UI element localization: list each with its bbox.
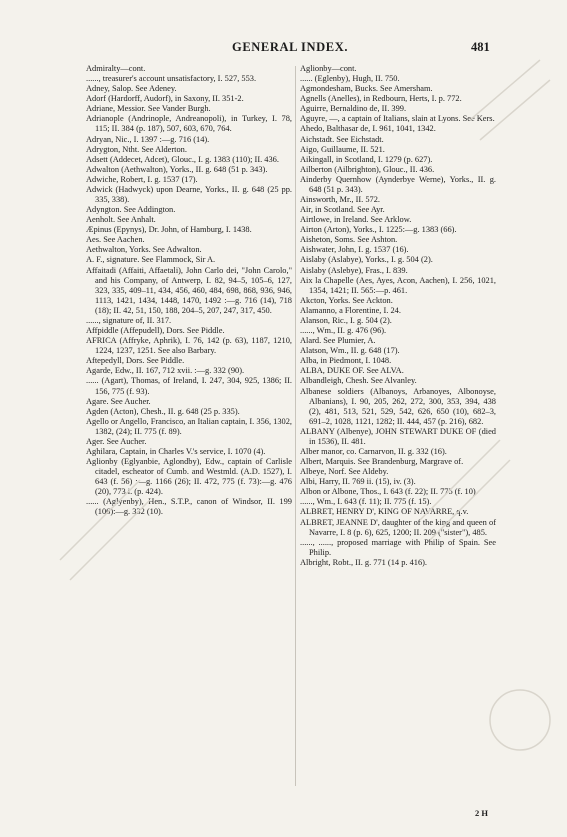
index-entry: Aishwater, John, I. g. 1537 (16). [300,245,409,255]
index-entry: Ahedo, Balthasar de, I. 961, 1041, 1342. [300,124,436,134]
index-entry: Adyngton. See Addington. [86,205,176,215]
index-entry: Agare. See Aucher. [86,396,151,406]
index-entry: Aigo, Guillaume, II. 521. [300,144,385,154]
index-entry: Affaitadi (Affaiti, Affaetali), John Carlo dei, "John Carolo," and his Company, of Antwerp, I. 82, 94–5, 105–6, 127, 323, 335, 409–11, 434, 456, 460, 484, 698, 868, 936, 946, 1113, 1421, 1434, 1448, 1470, 1492 :—g. 716 (14), 718 (18); II. 42, 51, 150, 188, 204–5, 207, 247, 317, 450. [86,265,292,315]
index-entry: Alamanno, a Florentine, I. 24. [300,305,401,315]
index-entry: Adwiche, Robert, I. g. 1537 (17). [86,174,198,184]
index-entry: Airtlowe, in Ireland. See Arklow. [300,215,412,225]
running-head [0,40,567,60]
index-entry: Aichstadt. See Eichstadt. [300,134,384,144]
index-entry: Airton (Arton), Yorks., I. 1225:—g. 1383 (66). [300,225,457,235]
index-entry: Adsett (Addecet, Adcet), Glouc., I. g. 1383 (110); II. 436. [86,154,279,164]
printer-signature-mark: 2 H [475,808,488,818]
index-entry: Aethwalton, Yorks. See Adwalton. [86,245,202,255]
index-entry: Akcton, Yorks. See Ackton. [300,295,393,305]
index-entry: Agmondesham, Bucks. See Amersham. [300,84,433,94]
index-entry: Aikingall, in Scotland, I. 1279 (p. 627). [300,154,433,164]
index-entry: Alber manor, co. Carnarvon, II. g. 332 (16). [300,446,447,456]
index-entry: Ainderby Quernhow (Aynderbye Werne), Yorks., II. g. 648 (51 p. 343). [300,174,496,194]
index-column-right [300,64,496,568]
index-entry: ......, treasurer's account unsatisfactory, I. 527, 553. [86,74,257,84]
column-divider [295,66,296,786]
index-entry: Adrygton, Ntht. See Alderton. [86,144,187,154]
index-entry: ......, signature of, II. 317. [86,315,172,325]
index-entry: Adryan, Nic., I. 1397 :—g. 716 (14). [86,134,210,144]
index-entry: A. F., signature. See Flammock, Sir A. [86,255,216,265]
index-entry: Admiralty—cont. [86,64,146,73]
index-entry: Albright, Robt., II. g. 771 (14 p. 416). [300,557,428,567]
index-entry: Ager. See Aucher. [86,436,147,446]
index-entry: Adwalton (Aethwalton), Yorks., II. g. 648 (51 p. 343). [86,164,268,174]
index-entry: Albert, Marquis. See Brandenburg, Margrave of. [300,457,464,467]
index-entry: Aisheton, Soms. See Ashton. [300,235,398,245]
index-entry: Aix la Chapelle (Aes, Ayes, Acon, Aachen), I. 256, 1021, 1354, 1421; II. 565:—p. 461. [300,275,496,295]
index-entry: AFRICA (Affryke, Aphrik), I. 76, 142 (p. 63), 1187, 1210, 1224, 1237, 1251. See also Barbary. [86,336,292,356]
index-entry: Albeye, Norf. See Aldeby. [300,467,389,477]
index-entry: Agarde, Edw., II. 167, 712 xvii. :—g. 332 (90). [86,366,245,376]
index-entry: Adriane, Messior. See Vander Burgh. [86,104,211,114]
index-column-left [86,64,292,518]
index-entry: Aftepedyll, Dors. See Piddle. [86,356,185,366]
index-entry: Aenholt. See Anhalt. [86,215,156,225]
index-entry: Alanson, Ric., I. g. 504 (2). [300,315,392,325]
index-entry: Albandleigh, Chesh. See Alvanley. [300,376,417,386]
index-entry: Aguyre, —, a captain of Italians, slain at Lyons. See Kers. [300,114,495,124]
index-entry: Agello or Angello, Francisco, an Italian captain, I. 356, 1302, 1382, (24); II. 775 (f. 89). [86,416,292,436]
index-entry: Alard. See Plumier, A. [300,336,376,346]
index-entry: Aglionby—cont. [300,64,357,73]
index-entry: ALBA, DUKE OF. See ALVA. [300,366,404,376]
index-entry: Agden (Acton), Chesh., II. g. 648 (25 p. 335). [86,406,240,416]
index-entry: Ailberton (Ailbrighton), Glouc., II. 436. [300,164,435,174]
index-entry: Affpiddle (Affepudell), Dors. See Piddle. [86,326,225,336]
index-entry: ...... (Agart), Thomas, of Ireland, I. 247, 304, 925, 1386; II. 156, 775 (f. 93). [86,376,292,396]
index-entry: Aes. See Aachen. [86,235,145,245]
index-entry: ALBRET, JEANNE D', daughter of the king and queen of Navarre, I. 8 (p. 6), 625, 1200; II. 209 ("sister"), 485. [300,517,496,537]
index-entry: Air, in Scotland. See Ayr. [300,205,385,215]
index-entry: ALBRET, HENRY D', KING OF NAVARRE, q.v. [300,507,469,517]
index-entry: Adney, Salop. See Adeney. [86,84,177,94]
index-entry: Ainsworth, Mr., II. 572. [300,195,381,205]
index-entry: Adwick (Hadwyck) upon Dearne, Yorks., II. g. 648 (25 pp. 335, 338). [86,184,292,205]
running-title: GENERAL INDEX. [232,40,349,54]
index-entry: Æpinus (Epynys), Dr. John, of Hamburg, I. 1438. [86,225,252,235]
index-entry: Albon or Albone, Thos., I. 643 (f. 22); II. 775 (f. 10). [300,487,478,497]
index-entry: ......, Wm., II. g. 476 (96). [300,326,387,336]
index-entry: Alba, in Piedmont, I. 1048. [300,356,392,366]
index-entry: ...... (Eglenby), Hugh, II. 750. [300,74,400,84]
index-entry: Alatson, Wm., II. g. 648 (17). [300,346,400,356]
index-entry: ......, Wm., I. 643 (f. 11); II. 775 (f. 15). [300,497,432,507]
index-entry: ...... (Aglyenby), Hen., S.T.P., canon of Windsor, II. 199 (106):—g. 332 (10). [86,497,292,517]
index-entry: Aislaby (Aslebye), Fras., I. 839. [300,265,408,275]
index-entry: Agnells (Anelles), in Redbourn, Herts, I. p. 772. [300,94,462,104]
index-entry: Aislaby (Aslabye), Yorks., I. g. 504 (2). [300,255,433,265]
index-entry: ......, ......, proposed marriage with Philip of Spain. See Philip. [300,537,496,557]
index-entry: Aguirre, Bernaldino de, II. 399. [300,104,407,114]
index-entry: Albanese soldiers (Albanoys, Arbanoyes, Albonoyse, Albanians), I. 90, 205, 262, 272, 300, 353, 394, 438 (2), 481, 513, 521, 529, 542, 626, 650 (10), 682–3, 691–2, 1028, 1121, 1282; II. 444, 457 (p. 216), 682. [300,386,496,426]
index-entry: Adorf (Hardorff, Audorf), in Saxony, II. 351-2. [86,94,244,104]
index-entry: ALBANY (Albenye), JOHN STEWART DUKE OF (died in 1536), II. 481. [300,426,496,446]
index-entry: Aglionby (Eglyanbie, Aglondby), Edw., captain of Carlisle citadel, escheator of Cumb. and Westmld. (A.D. 1527), I. 643 (f. 56) :—g. 1166 (26); II. 472, 775 (f. 73):—g. 476 (20), 773 i. (p. 424). [86,457,292,497]
index-entry: Adrianople (Andrinople, Andreanopoli), in Turkey, I. 78, 115; II. 384 (p. 187), 507, 603, 670, 764. [86,114,292,134]
index-entry: Aghilara, Captain, in Charles V.'s service, I. 1070 (4). [86,446,266,456]
index-entry: Albi, Harry, II. 769 ii. (15), iv. (3). [300,477,416,487]
page-number: 481 [471,40,490,54]
